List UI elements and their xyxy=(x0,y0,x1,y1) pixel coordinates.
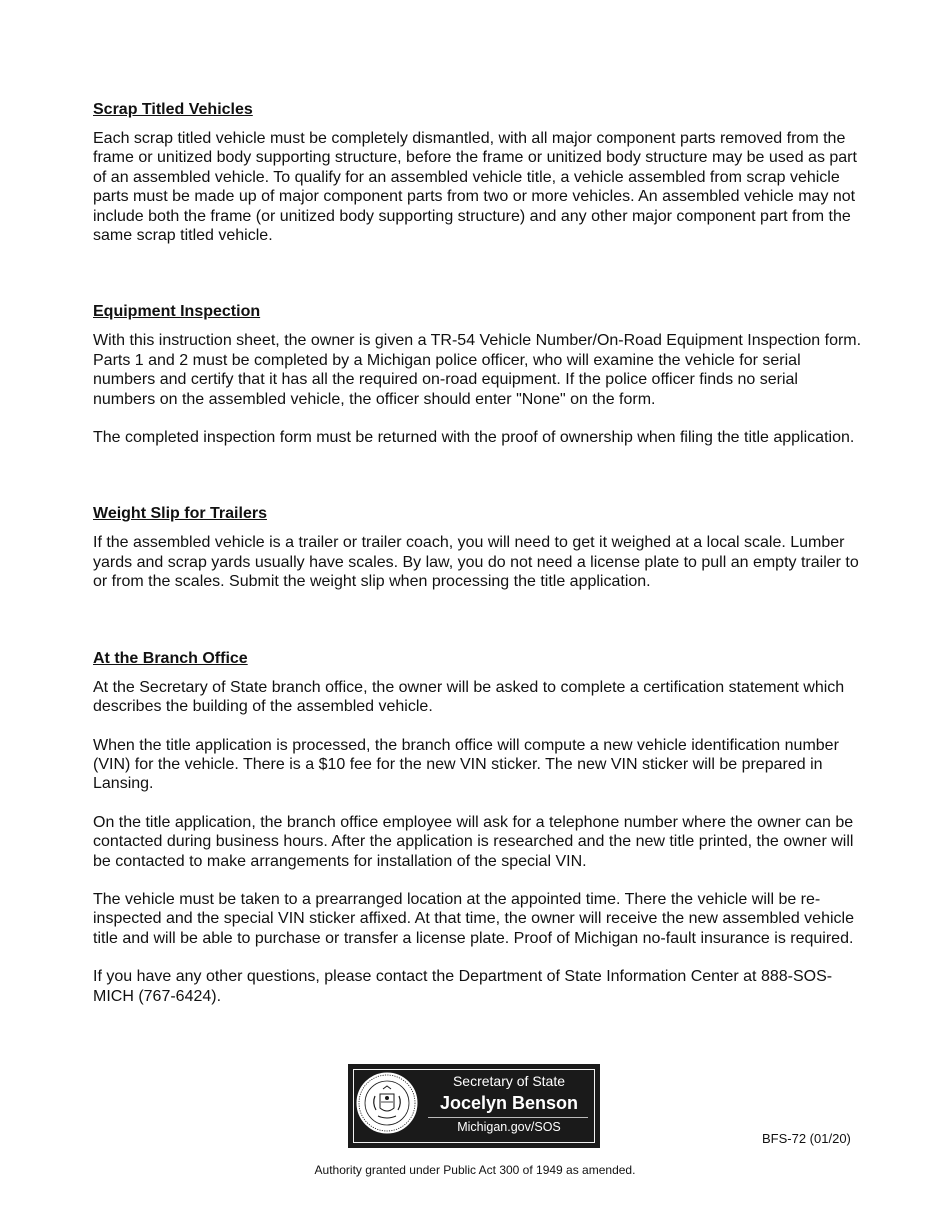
section-heading: Weight Slip for Trailers xyxy=(93,505,267,523)
michigan-state-seal-icon xyxy=(356,1072,418,1134)
form-number: BFS-72 (01/20) xyxy=(762,1131,851,1146)
document-body xyxy=(93,100,863,1006)
section-scrap-titled-vehicles xyxy=(93,100,863,245)
section-heading: Equipment Inspection xyxy=(93,303,261,321)
section-weight-slip-for-trailers xyxy=(93,504,863,591)
section-paragraph: When the title application is processed, the branch office will compute a new vehicle identification number (VIN) for the vehicle. There is a $10 fee for the new VIN sticker. The new VIN sticker will be prepared in Lansing. xyxy=(93,736,839,793)
section-paragraph: With this instruction sheet, the owner is given a TR-54 Vehicle Number/On-Road Equipment Inspection form. Parts 1 and 2 must be completed by a Michigan police officer, who will examine the vehicle for serial numbers and certify that it has all the required on-road equipment. If the police officer finds no serial numbers on the assembled vehicle, the officer should enter "None" on the form. xyxy=(93,332,862,408)
logo-title: Secretary of State xyxy=(452,1073,566,1089)
section-paragraph: If the assembled vehicle is a trailer or trailer coach, you will need to get it weighed at a local scale. Lumber yards and scrap yards usually have scales. By law, you do not need a license plate to pull an empty trailer to or from the scales. Submit the weight slip when processing the title application. xyxy=(93,534,859,591)
section-paragraph: Each scrap titled vehicle must be completely dismantled, with all major component parts removed from the frame or unitized body supporting structure, before the frame or unitized body structure may be used as part of an assembled vehicle. To qualify for an assembled vehicle title, a vehicle assembled from scrap vehicle parts must be made up of major component parts from two or more vehicles. An assembled vehicle may not include both the frame (or unitized body supporting structure) and any other major component part from the same scrap titled vehicle. xyxy=(93,130,857,245)
logo-name: Jocelyn Benson xyxy=(439,1093,579,1113)
section-heading: Scrap Titled Vehicles xyxy=(93,101,253,118)
section-paragraph: The completed inspection form must be returned with the proof of ownership when filing the title application. xyxy=(93,429,855,447)
logo-url: Michigan.gov/SOS xyxy=(457,1120,561,1134)
section-heading: At the Branch Office xyxy=(93,649,248,667)
authority-footer: Authority granted under Public Act 300 of 1949 as amended. xyxy=(314,1163,636,1177)
section-paragraph: On the title application, the branch office employee will ask for a telephone number where the owner can be contacted during business hours. After the application is researched and the new title printed, the owner will be contacted to make arrangements for installation of the special VIN. xyxy=(93,813,854,870)
section-paragraph: At the Secretary of State branch office, the owner will be asked to complete a certification statement which describes the building of the assembled vehicle. xyxy=(93,678,845,716)
secretary-of-state-logo xyxy=(348,1064,600,1148)
section-paragraph: The vehicle must be taken to a prearranged location at the appointed time. There the vehicle will be re-inspected and the special VIN sticker affixed. At that time, the owner will receive the new assembled vehicle title and will be able to purchase or transfer a license plate. Proof of Michigan no-fault insurance is required. xyxy=(93,890,854,947)
section-paragraph: If you have any other questions, please contact the Department of State Information Center at 888-SOS-MICH (767-6424). xyxy=(93,968,833,1005)
section-equipment-inspection xyxy=(93,302,863,447)
logo-divider xyxy=(428,1117,588,1118)
section-at-the-branch-office xyxy=(93,649,863,1006)
